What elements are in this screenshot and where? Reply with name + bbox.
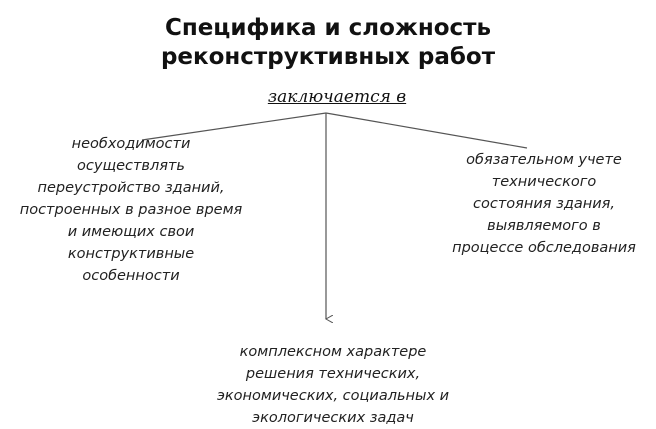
node-left-line: конструктивные bbox=[67, 246, 195, 262]
node-right-line: процессе обследования bbox=[452, 240, 636, 256]
node-left-line: осуществлять bbox=[77, 158, 185, 174]
node-left-line: построенных в разное время bbox=[19, 202, 243, 218]
title-line-2: реконструктивных работ bbox=[160, 44, 496, 70]
node-right-line: технического bbox=[491, 174, 597, 190]
node-bottom-line: решения технических, bbox=[245, 366, 421, 382]
node-bottom-line: экономических, социальных и bbox=[216, 388, 450, 404]
node-bottom-text bbox=[190, 341, 476, 429]
node-right-line: состояния здания, bbox=[473, 196, 615, 212]
connector-label: заключается в bbox=[267, 87, 407, 107]
node-left-line: необходимости bbox=[71, 136, 191, 152]
title-line-1: Специфика и сложность bbox=[164, 15, 492, 41]
node-left-line: переустройство зданий, bbox=[37, 180, 225, 196]
node-left-text bbox=[5, 133, 257, 287]
node-left-line: и имеющих свои bbox=[67, 224, 195, 240]
node-bottom-line: комплексном характере bbox=[239, 344, 427, 360]
edge-to-right bbox=[326, 113, 527, 148]
node-left-line: особенности bbox=[82, 268, 180, 284]
node-bottom-line: экологических задач bbox=[252, 410, 414, 426]
node-right-line: обязательном учете bbox=[466, 152, 622, 168]
node-right-text bbox=[437, 149, 651, 259]
node-right-line: выявляемого в bbox=[487, 218, 601, 234]
